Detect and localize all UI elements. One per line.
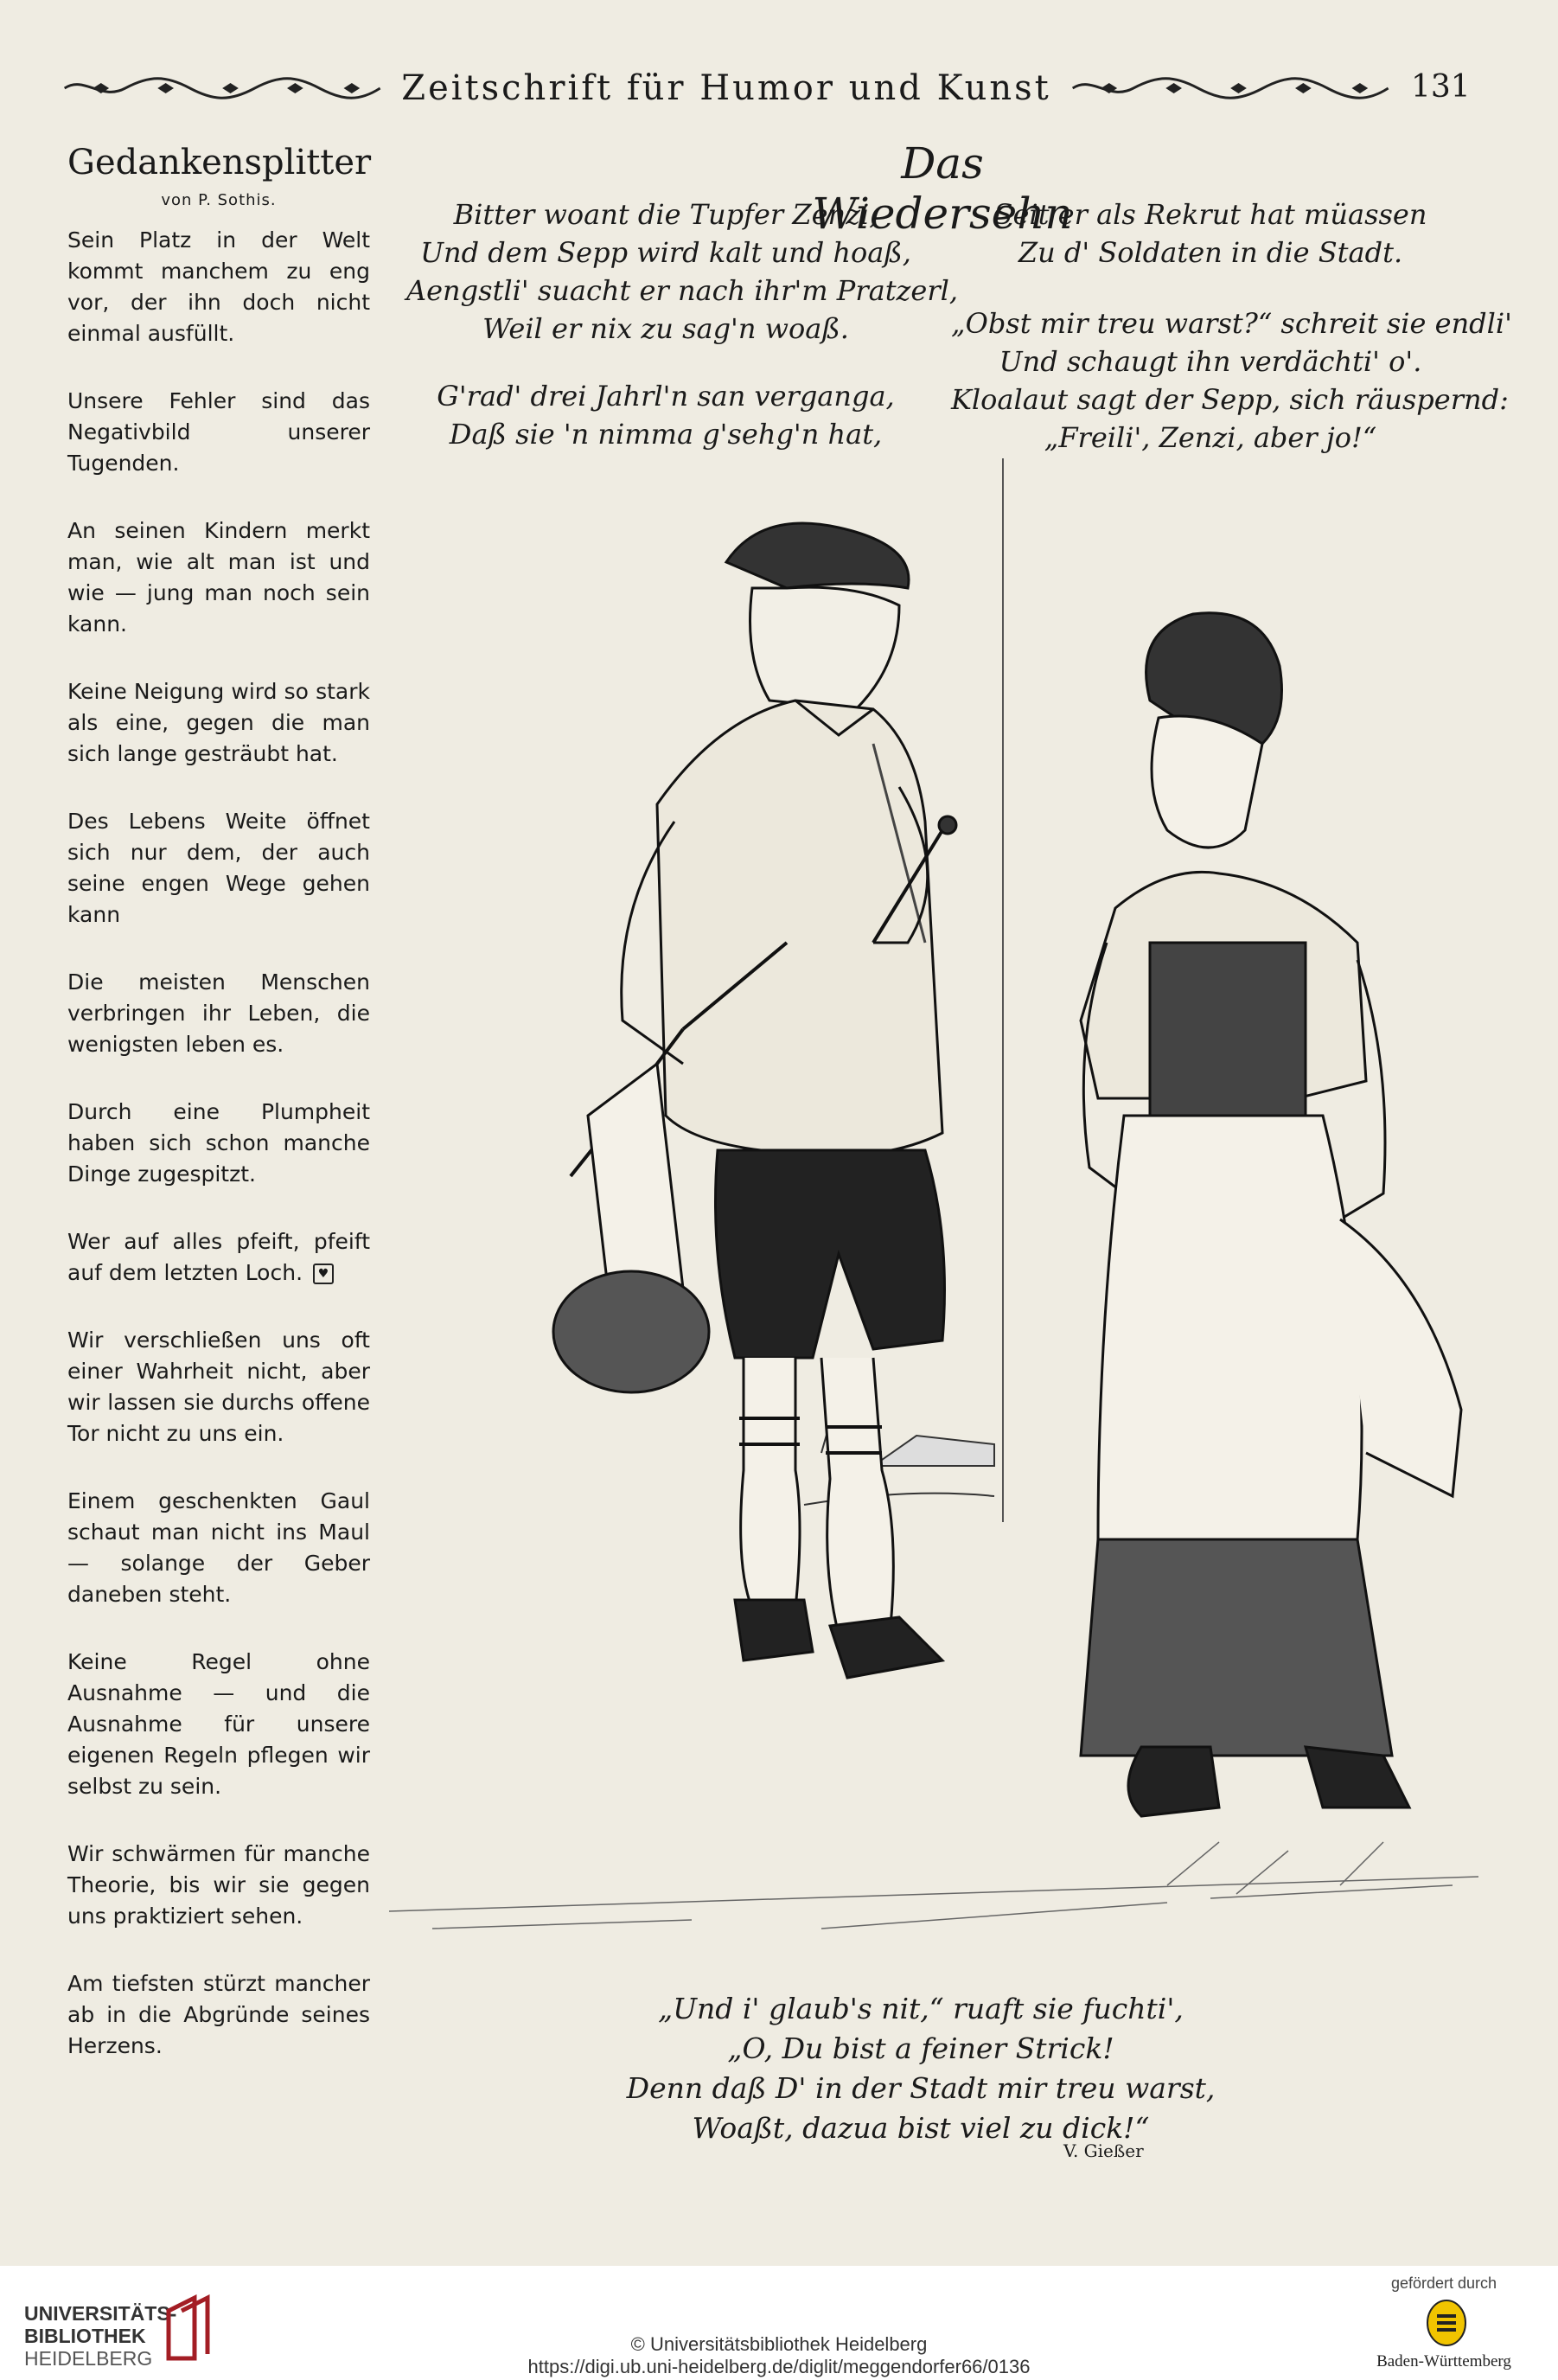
poem-line: G'rad' drei Jahrl'n san verganga, xyxy=(437,380,895,413)
library-line: UNIVERSITÄTS- xyxy=(24,2302,177,2325)
poem-line: Bitter woant die Tupfer Zenzi, xyxy=(453,198,878,231)
poem-stanza xyxy=(406,377,925,453)
aphorisms-title: Gedankensplitter xyxy=(67,143,372,182)
heart-mark-icon: ♥ xyxy=(313,1264,334,1284)
man-figure xyxy=(553,523,956,1678)
copyright-text: © Universitätsbibliothek Heidelberg xyxy=(630,2333,928,2355)
aphorism: Die meisten Menschen verbringen ihr Leben, die wenigsten leben es. xyxy=(67,969,370,1057)
woman-figure xyxy=(1081,613,1461,1816)
poem-line: Und dem Sepp wird kalt und hoaß, xyxy=(420,236,911,269)
poem-line: Kloalaut sagt der Sepp, sich räuspernd: xyxy=(951,383,1509,416)
funder-name: Baden-Württemberg xyxy=(1376,2352,1511,2370)
aphorisms-column xyxy=(67,143,370,2098)
poem-line: Weil er nix zu sag'n woaß. xyxy=(482,312,849,345)
aphorism: An seinen Kindern merkt man, wie alt man ist und wie — jung man noch sein kann. xyxy=(67,518,370,637)
aphorism: Des Lebens Weite öffnet sich nur dem, der auch seine engen Wege gehen kann xyxy=(67,809,370,927)
aphorism: Wir schwärmen für manche Theorie, bis wir sie gegen uns praktiziert sehen. xyxy=(67,1841,370,1929)
illustration xyxy=(389,458,1478,1998)
poem-stanza xyxy=(951,195,1470,272)
aphorism: Einem geschenkten Gaul schaut man nicht ins Maul — solange der Geber daneben steht. xyxy=(67,1488,370,1607)
right-ornament-icon xyxy=(1069,75,1392,101)
copyright-notice xyxy=(0,2333,1558,2378)
poem-line: „Freili', Zenzi, aber jo!“ xyxy=(1044,421,1377,454)
aphorisms-author: von P. Sothis. xyxy=(161,191,277,209)
page-number: 131 xyxy=(1411,69,1471,105)
aphorism: Keine Regel ohne Ausnahme — und die Ausnahme für unsere eigenen Regeln pflegen wir selbst zu sein. xyxy=(67,1649,370,1799)
poem-line: „Obst mir treu warst?“ schreit sie endli' xyxy=(951,307,1512,340)
poem-line: Seit er als Rekrut hat müassen xyxy=(993,198,1427,231)
source-url-link[interactable]: https://digi.ub.uni-heidelberg.de/diglit/meggendorfer66/0136 xyxy=(527,2356,1031,2377)
funded-by-label: gefördert durch xyxy=(1390,2274,1497,2292)
aphorism: Am tiefsten stürzt mancher ab in die Abgründe seines Herzens. xyxy=(67,1971,370,2058)
caption-line: „Und i' glaub's nit,“ ruaft sie fuchti', xyxy=(658,1992,1184,2025)
header-title: Zeitschrift für Humor und Kunst xyxy=(401,68,1051,108)
caption-line: Woaßt, dazua bist viel zu dick!“ xyxy=(692,2111,1150,2145)
poem-stanza xyxy=(951,304,1512,457)
poem-caption xyxy=(605,1989,1236,2148)
poem-line: Und schaugt ihn verdächti' o'. xyxy=(999,345,1422,378)
library-line: HEIDELBERG xyxy=(24,2347,153,2370)
aphorism: Keine Neigung wird so stark als eine, gegen die man sich lange gesträubt hat. xyxy=(67,679,370,766)
poem-signature: V. Gießer xyxy=(1063,2140,1144,2161)
aphorism: Unsere Fehler sind das Negativbild unserer Tugenden. xyxy=(67,388,370,476)
page-header xyxy=(61,62,1461,114)
aphorism: Durch eine Plumpheit haben sich schon manche Dinge zugespitzt. xyxy=(67,1099,370,1187)
viewer-footer xyxy=(0,2266,1558,2380)
aphorism xyxy=(67,1226,370,1289)
caption-line: „O, Du bist a feiner Strick! xyxy=(727,2031,1114,2065)
left-ornament-icon xyxy=(61,75,384,101)
baden-wuerttemberg-emblem-icon[interactable] xyxy=(1425,2299,1468,2347)
poem-line: Aengstli' suacht er nach ihr'm Pratzerl, xyxy=(406,274,959,307)
aphorism-text: Wer auf alles pfeift, pfeift auf dem letzten Loch. xyxy=(67,1229,370,1285)
aphorism: Wir verschließen uns oft einer Wahrheit nicht, aber wir lassen sie durchs offene Tor nicht zu uns ein. xyxy=(67,1328,370,1446)
poem-stanza xyxy=(406,195,959,348)
poem-title: Das Wiedersehn xyxy=(812,138,1073,239)
library-line: BIBLIOTHEK xyxy=(24,2325,146,2347)
poem-line: Daß sie 'n nimma g'sehg'n hat, xyxy=(449,418,883,451)
caption-line: Denn daß D' in der Stadt mir treu warst, xyxy=(626,2071,1216,2105)
poem-line: Zu d' Soldaten in die Stadt. xyxy=(1018,236,1403,269)
aphorism: Sein Platz in der Welt kommt manchem zu eng vor, der ihn doch nicht einmal ausfüllt. xyxy=(67,227,370,346)
